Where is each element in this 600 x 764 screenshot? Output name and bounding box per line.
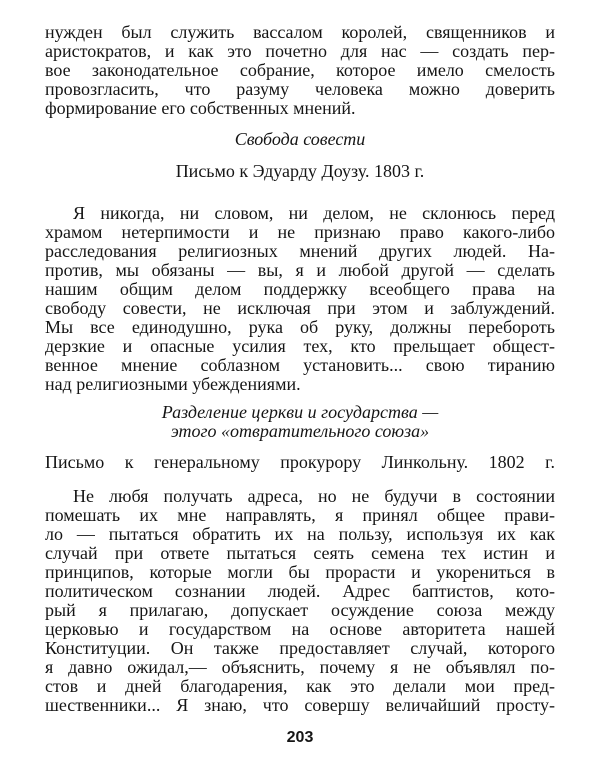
- heading-line: Разделение церкви и государства —: [161, 402, 439, 422]
- text-line: провозгласить, что разуму человека можно доверить: [45, 79, 555, 99]
- text-line: стов и дней благодарения, как это делали мои пред-: [45, 676, 555, 696]
- text-line: церковью и государством на основе авторитета нашей: [45, 619, 555, 639]
- paragraph-2: [45, 204, 555, 394]
- text-line: политическом сознании людей. Адрес баптистов, кото-: [45, 581, 555, 601]
- text-line: помешать их мне направлять, я принял общее прави-: [45, 505, 555, 525]
- text-line: свободу совести, не исключая при этом и заблуждений.: [45, 298, 555, 318]
- text-line: расследования религиозных мнений других людей. На-: [45, 241, 555, 261]
- heading-line: этого «отвратительного союза»: [170, 421, 430, 441]
- letter-title-dawes: [45, 162, 555, 181]
- paragraph-1: [45, 23, 555, 118]
- text-line: над религиозными убеждениями.: [45, 374, 301, 394]
- text-line: дерзкие и опасные усилия тех, кто прельщает общест-: [45, 336, 555, 356]
- letter-title-line: Письмо к генеральному прокурору Линкольну. 1802 г.: [45, 452, 555, 472]
- text-line: вое законодательное собрание, которое имело смелость: [45, 60, 555, 80]
- text-line: случай при ответе пытаться сеять семена тех истин и: [45, 543, 555, 563]
- text-line: принципов, которые могли бы прорасти и укорениться в: [45, 562, 555, 582]
- text-line: рый я прилагаю, допускает осуждение союза между: [45, 600, 555, 620]
- text-line: аристократов, и как это почетно для нас — создать пер-: [45, 41, 555, 61]
- text-line: нашим общим делом поддержку всеобщего права на: [45, 279, 555, 299]
- paragraph-3: [45, 487, 555, 715]
- heading-line: Свобода совести: [234, 129, 366, 149]
- text-line: против, мы обязаны — вы, я и любой другой — сделать: [45, 260, 555, 280]
- text-line: шественники... Я знаю, что совершу величайший просту-: [45, 695, 555, 715]
- text-line: Мы все единодушно, рука об руку, должны перебороть: [45, 317, 555, 337]
- text-line: Конституции. Он также предоставляет случай, которого: [45, 638, 555, 658]
- text-line: я давно ожидал,— объяснить, почему я не объявлял по-: [45, 657, 555, 677]
- text-line: венное мнение соблазном установить... свою тиранию: [45, 355, 555, 375]
- text-line: нужден был служить вассалом королей, священников и: [45, 22, 555, 42]
- text-line: Я никогда, ни словом, ни делом, не склонюсь перед: [73, 203, 555, 223]
- section-heading-freedom-of-conscience: [45, 130, 555, 149]
- text-line: храмом нетерпимости и не признаю право какого-либо: [45, 222, 555, 242]
- text-line: Не любя получать адреса, но не будучи в состоянии: [73, 486, 555, 506]
- section-heading-church-state: [45, 403, 555, 441]
- letter-title-line: Письмо к Эдуарду Доузу. 1803 г.: [175, 161, 425, 181]
- letter-title-lincoln: [45, 453, 555, 472]
- page-number: 203: [286, 729, 314, 746]
- text-line: формирование его собственных мнений.: [45, 98, 356, 118]
- text-line: ло — пытаться обратить их на пользу, используя их как: [45, 524, 555, 544]
